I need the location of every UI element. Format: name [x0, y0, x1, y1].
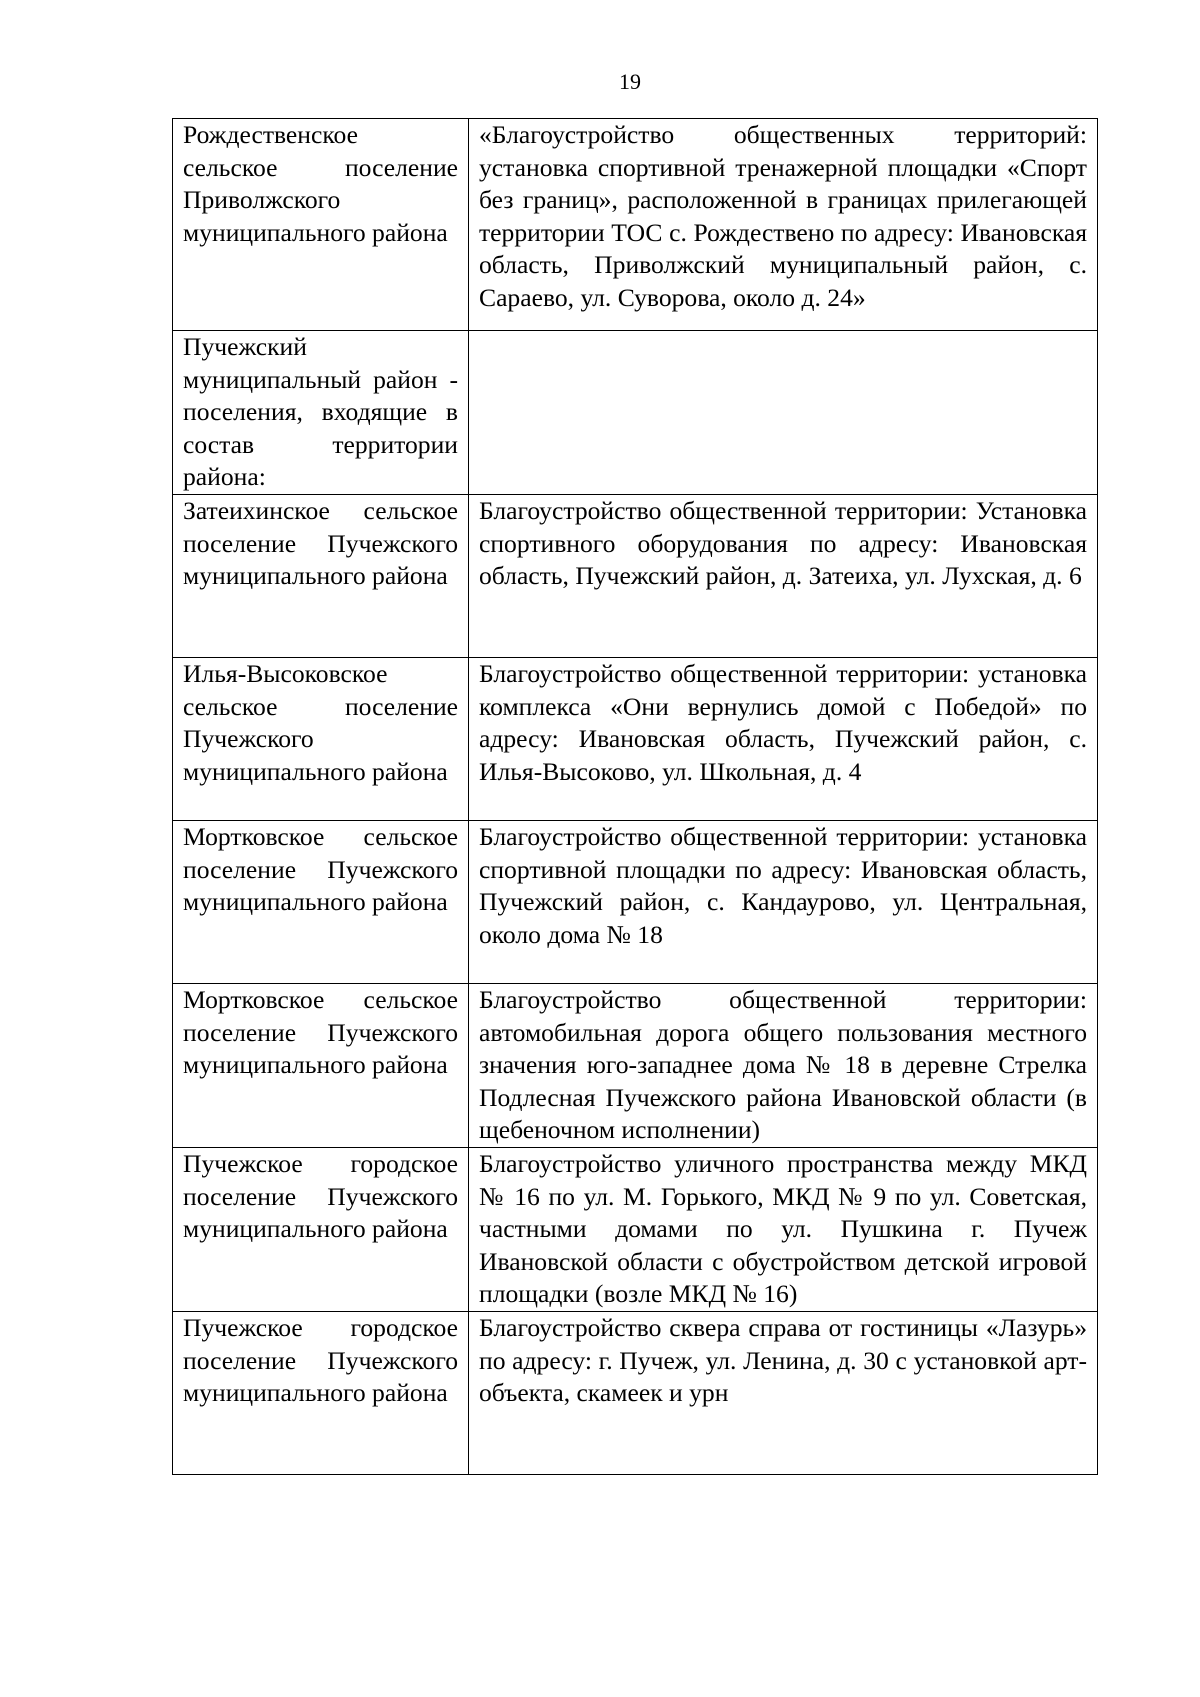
municipality-cell [173, 494, 469, 657]
projects-table [172, 118, 1098, 1475]
project-description: «Благоустройство общественных территорий: установка спортивной тренажерной площадки «Спорт без границ», расположенной в границах прилегающей территории ТОС с. Рождествено по адресу: Ивановская область, Приволжский муниципальный район, с. Сараево, ул. Суворова, около д. 24» [479, 120, 1087, 312]
table-row [173, 657, 1098, 820]
table-row [173, 494, 1098, 657]
project-cell [469, 119, 1098, 331]
municipality-name: Пучежское городское поселение Пучежского муниципального района [183, 1148, 458, 1244]
table-row [173, 983, 1098, 1147]
municipality-name: Затеихинское сельское поселение Пучежского муниципального района [183, 495, 458, 591]
municipality-cell [173, 119, 469, 331]
project-cell [469, 1311, 1098, 1474]
municipality-name: Мортковское сельское поселение Пучежского муниципального района [183, 984, 458, 1080]
municipality-cell [173, 983, 469, 1147]
project-description: Благоустройство общественной территории: автомобильная дорога общего пользования местного значения юго-западнее дома № 18 в деревне Стрелка Подлесная Пучежского района Ивановской области (в щебеночном исполнении) [479, 984, 1087, 1145]
municipality-name: Рождественское сельское поселение Приволжского муниципального района [183, 120, 458, 247]
project-cell [469, 331, 1098, 495]
project-description: Благоустройство уличного пространства между МКД № 16 по ул. М. Горького, МКД № 9 по ул. Советская, частными домами по ул. Пушкина г. Пучеж Ивановской области с обустройством детской игровой площадки (возле МКД № 16) [479, 1148, 1087, 1309]
table-row [173, 331, 1098, 495]
municipality-name: Илья-Высоковское сельское поселение Пучежского муниципального района [183, 658, 458, 786]
project-description: Благоустройство сквера справа от гостиницы «Лазурь» по адресу: г. Пучеж, ул. Ленина, д. 30 с установкой арт-объекта, скамеек и урн [479, 1312, 1087, 1408]
table-row [173, 1147, 1098, 1311]
municipality-cell [173, 1147, 469, 1311]
project-cell [469, 494, 1098, 657]
project-cell [469, 1147, 1098, 1311]
table-row [173, 119, 1098, 331]
municipality-name: Пучежское городское поселение Пучежского муниципального района [183, 1312, 458, 1408]
project-cell [469, 657, 1098, 820]
municipality-cell [173, 1311, 469, 1474]
municipality-name: Пучежский муниципальный район - поселения, входящие в состав территории района: [183, 332, 458, 492]
table-row [173, 820, 1098, 983]
project-description: Благоустройство общественной территории: установка спортивной площадки по адресу: Ивановская область, Пучежский район, с. Кандаурово, ул. Центральная, около дома № 18 [479, 821, 1087, 949]
municipality-cell [173, 657, 469, 820]
municipality-cell [173, 820, 469, 983]
municipality-name: Мортковское сельское поселение Пучежского муниципального района [183, 821, 458, 917]
project-cell [469, 820, 1098, 983]
municipality-cell [173, 331, 469, 495]
project-cell [469, 983, 1098, 1147]
project-description: Благоустройство общественной территории: Установка спортивного оборудования по адресу: Ивановская область, Пучежский район, д. Затеиха, ул. Лухская, д. 6 [479, 495, 1087, 591]
table-row [173, 1311, 1098, 1474]
page-number: 19 [619, 69, 641, 94]
project-description: Благоустройство общественной территории: установка комплекса «Они вернулись домой с Победой» по адресу: Ивановская область, Пучежский район, с. Илья-Высоково, ул. Школьная, д. 4 [479, 658, 1087, 786]
